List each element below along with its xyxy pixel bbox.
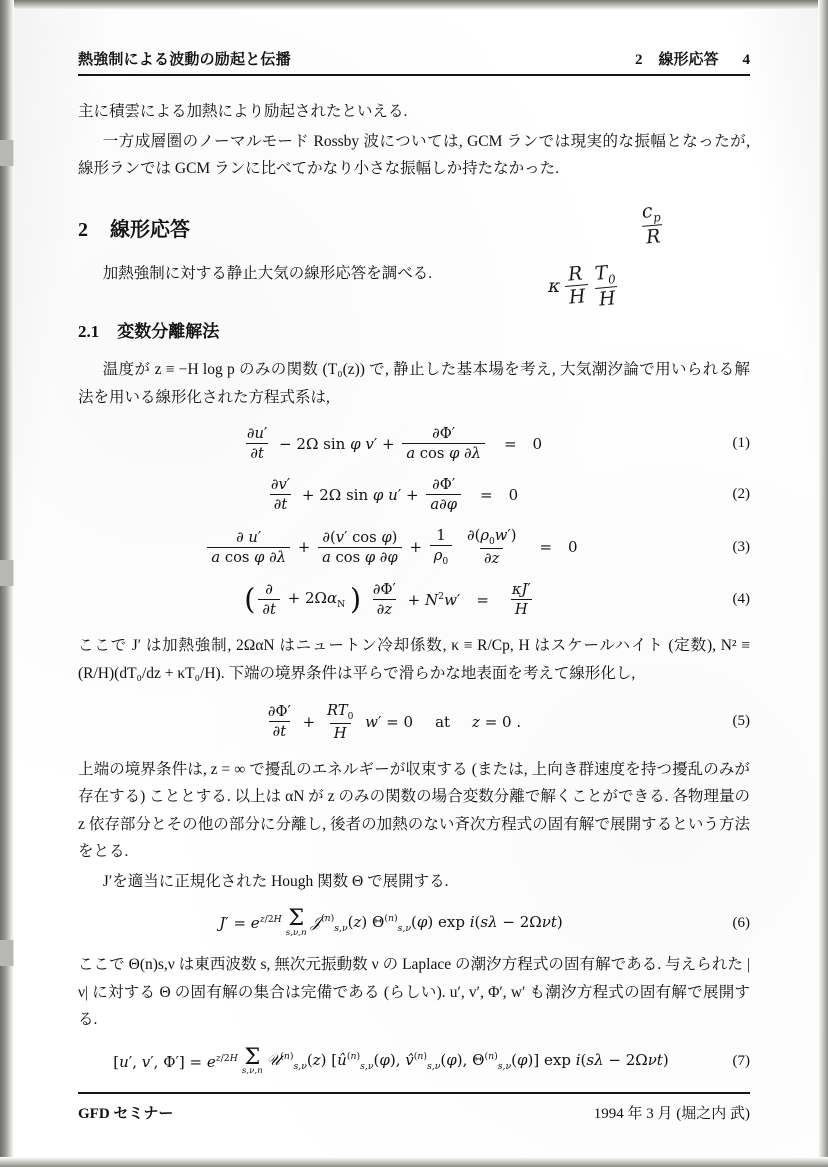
- hole-punch-mark: [0, 560, 14, 586]
- running-header: [78, 48, 750, 74]
- paragraph-5: 上端の境界条件は, z = ∞ で擾乱のエネルギーが収束する (または, 上向き群速度を持つ擾乱のみが存在する) こととする. 以上は αN が z のみの関数の場合変数分離で解くことができる. 各物理量の z 依存部分とその他の部分に分離し, 後者の加熱のない斉次方程式の固有解で展開するという方法をとる.: [78, 760, 750, 861]
- footer-right: 1994 年 3 月 (堀之内 武): [593, 1105, 750, 1122]
- hand-note-1-denominator: R: [642, 224, 664, 249]
- paragraph-1: 一方成層圏のノーマルモード Rossby 波については, GCM ランでは現実的な振幅となったが, 線形ランでは GCM ランに比べてかなり小さな振幅しか持たなかった.: [78, 132, 750, 178]
- scan-edge-top: [0, 0, 828, 10]
- footer-left: GFD セミナー: [78, 1105, 174, 1122]
- equation-1-body: $\frac{\partial u'}{\partial t}$ − 2Ω sin φ v′ + $\frac{\partial\Phi'}{\text{a cos φ ∂λ}}$ = 0: [246, 425, 543, 463]
- equation-2: [78, 476, 750, 513]
- scan-edge-bottom: [0, 1157, 828, 1167]
- hand-note-2-frac1-numerator: R: [567, 262, 584, 287]
- section-heading-number: 2: [78, 218, 88, 241]
- handwritten-annotation-1: [640, 200, 664, 248]
- equation-6-number: (6): [732, 914, 750, 931]
- section-heading-title: 線形応答: [110, 218, 190, 241]
- header-rule: [78, 74, 750, 76]
- equation-3-body: $\frac{\partial u'}{\text{a cos φ ∂λ}}$ + $\frac{\text{∂(v′ cos φ)}}{\text{a cos φ ∂φ}}$ + $\frac{1}{\rho_0}$ $\frac{\partial(\rho_0w')}{\partial z}$ = 0: [78, 527, 704, 567]
- equation-4: [78, 581, 750, 618]
- equation-1-number: (1): [732, 435, 750, 452]
- hand-note-2-frac2-numerator: T: [594, 261, 609, 285]
- scan-edge-right: [818, 0, 828, 1167]
- header-page-number: 4: [742, 52, 750, 68]
- equation-7: [78, 1043, 750, 1077]
- equation-2-number: (2): [732, 486, 750, 503]
- equation-1: [78, 425, 750, 462]
- hand-note-1-numerator: c: [640, 199, 654, 223]
- equation-3: [78, 527, 750, 567]
- hand-note-2-prefix: κ: [548, 274, 561, 297]
- equation-4-body: ( $\frac{\partial}{\partial t}$ + $2\Omega\alpha_N$ ) $\frac{\partial\Phi'}{\partial z}$ + $N^2w'$ = $\frac{\kappa J'}{H}$: [244, 581, 531, 619]
- subsection-heading-number: 2.1: [78, 322, 100, 342]
- equation-5-number: (5): [732, 713, 750, 730]
- paragraph-7: ここで Θ(n)s,ν は東西波数 s, 無次元振動数 ν の Laplace の潮汐方程式の固有解である. 与えられた |ν| に対する Θ の固有解の集合は完備である (らしい). u′, v′, Φ′, w′ も潮汐方程式の固有解で展開する.: [78, 956, 750, 1029]
- handwritten-annotation-2: [548, 262, 619, 310]
- paragraph-2: 加熱強制に対する静止大気の線形応答を調べる.: [102, 264, 433, 282]
- paragraph-3: 温度が z ≡ −H log p のみの関数 (T₀(z)) で, 静止した基本場を考え, 大気潮汐論で用いられる解法を用いる線形化された方程式系は,: [78, 361, 750, 406]
- equation-7-body: [u′, v′, $\Phi'] = e^{z/2H}$ Σ s,ν,n 𝒰$^{(n)}_{s,\nu}$(z) [$û^{(n)}_{s,\nu}(\varphi)$, v̂$^{(n)}_{s,\nu}$(φ), $\Theta^{(n)}_{s,\nu}(\varphi)$] exp i(sλ − 2Ωνt): [113, 1043, 669, 1077]
- equation-6-body: $J' = e^{z/2H}$ Σ s,ν,n 𝒥$^{(n)}_{s,\nu}$(z) $\Theta^{(n)}_{s,\nu}(\varphi)$ exp i(sλ − 2Ωνt): [219, 905, 563, 938]
- subsection-heading: [78, 317, 750, 342]
- paragraph-6: J′を適当に正規化された Hough 関数 Θ で展開する.: [102, 872, 449, 890]
- equation-2-body: $\frac{\partial v'}{\partial t}$ + 2Ω sin φ u′ + $\frac{\partial\Phi'}{a\partial\varphi}$ = 0: [270, 476, 519, 514]
- paragraph-continued: 主に積雲による加熱により励起されたといえる.: [78, 103, 408, 120]
- hand-note-2-frac2-denominator: H: [595, 286, 619, 311]
- header-section-title: 線形応答: [658, 52, 719, 68]
- paragraph-4: ここで J′ は加熱強制, 2ΩαN はニュートン冷却係数, κ ≡ R/Cp, H はスケールハイト (定数), N² ≡ (R/H)(dT₀/dz + κT₀/H). 下端の境界条件は平らで滑らかな地表面を考えて線形化し,: [78, 637, 750, 682]
- subsection-heading-title: 変数分離解法: [117, 322, 220, 342]
- equation-5: [78, 702, 750, 742]
- hole-punch-mark: [0, 940, 14, 966]
- equation-6: [78, 905, 750, 938]
- equation-3-number: (3): [732, 538, 750, 555]
- hand-note-2-frac1-denominator: H: [565, 284, 589, 309]
- header-section-number: 2: [634, 52, 643, 68]
- equation-4-number: (4): [732, 591, 750, 608]
- hand-note-2-frac2-subscript: 0: [607, 271, 617, 287]
- hand-note-1-subscript: p: [652, 210, 662, 225]
- equation-5-body: $\frac{\partial\Phi'}{\partial t}$ + $\frac{RT_0}{H}$ w′ = 0 at z = 0 .: [267, 701, 522, 742]
- equation-7-number: (7): [732, 1053, 750, 1070]
- hole-punch-mark: [0, 140, 14, 166]
- header-document-title: 熱強制による波動の励起と伝播: [78, 52, 291, 68]
- footer: [78, 1102, 750, 1123]
- footer-rule: [78, 1092, 750, 1094]
